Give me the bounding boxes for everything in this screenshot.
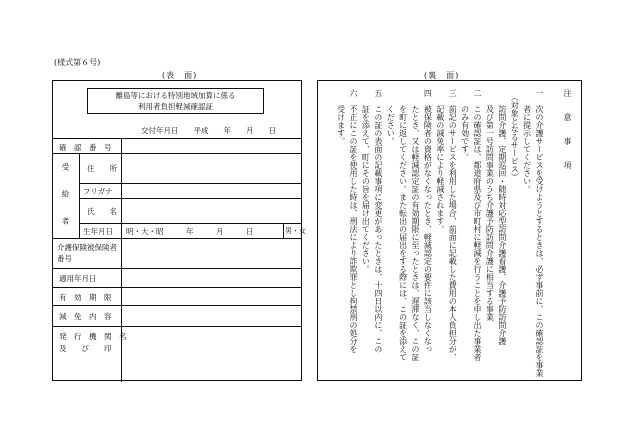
column-divider <box>121 238 122 382</box>
row-divider <box>53 268 301 269</box>
note-column: （対象となるサービス） <box>510 89 520 181</box>
note-column: 者に提示してください。 <box>522 89 532 193</box>
column-divider <box>121 153 122 238</box>
note-column: 五 この証の表面の記載事項に変更があったときは、十四日以内に、この <box>373 89 383 353</box>
birth-date-label: 生年月日 <box>83 227 113 236</box>
application-date-label: 適用年月日 <box>59 274 97 283</box>
front-card <box>52 80 306 381</box>
column-divider <box>121 138 122 153</box>
confirmation-number-label: 確 認 番 号 <box>59 143 112 152</box>
note-column: 六 不正にこの証を使用した時は、刑法により詐欺罪とし拘禁刑の処分を <box>349 89 358 353</box>
row-divider <box>79 183 301 184</box>
issuer-label-line-1: 発 行 機 関 名 <box>59 332 127 341</box>
card-title-line-2: 利用者負担軽減確認証 <box>138 102 213 111</box>
row-divider <box>53 238 301 239</box>
note-column: 記載の減免率により軽減されます。 <box>435 89 445 233</box>
name-label: 氏 名 <box>87 207 117 216</box>
front-side-header: (表 面) <box>162 71 198 80</box>
form-number: (様式第６号) <box>54 58 101 67</box>
row-divider <box>53 326 301 327</box>
sex-field: 男・女 <box>285 227 306 235</box>
valid-period-label: 有 効 期 限 <box>59 293 112 302</box>
column-divider <box>79 153 80 238</box>
note-column: 証を添えて、町にその旨を届け出てください。 <box>361 89 371 273</box>
card-title-box <box>87 88 264 114</box>
note-column: 及び第一号訪問事業のうち介護予防訪問介護に相当する事業 <box>485 89 495 321</box>
notes-heading: 注 意 事 項 <box>563 89 572 173</box>
note-column: のみ有効です。 <box>460 89 470 161</box>
note-column: 三 前記のサービスを利用した場合、前面に記載した費用の本人負担分が、 <box>448 89 458 361</box>
insured-number-label: 介護保険被保険者番号 <box>57 243 117 263</box>
back-side-header: (裏 面) <box>424 71 460 80</box>
recipient-label: 受 給 者 <box>61 163 70 231</box>
row-divider <box>53 153 301 154</box>
issuer-label-line-2: 及 び 印 <box>59 344 112 353</box>
row-divider <box>53 287 301 288</box>
address-label: 住 所 <box>87 164 117 173</box>
column-divider <box>283 223 284 238</box>
note-column: 四 被保険者の資格がなくなったとき、軽減認定の要件に該当しなくなっ <box>423 89 433 353</box>
note-column: たとき、又は軽減認定証の有効期限に至ったときは、遅滞なく、この証 <box>411 89 420 361</box>
row-divider <box>53 305 301 306</box>
note-column: 訪問介護、定期巡回・随時対応型訪問介護看護、介護予防訪問介護 <box>497 89 507 345</box>
note-column: ください。 <box>386 89 396 145</box>
note-column: 一 次の介護サービスを受けようとするときは、必ず事前に、この確認証を事業 <box>535 89 544 377</box>
row-divider <box>79 198 301 199</box>
note-column: 受けます。 <box>336 89 346 145</box>
note-column: を町に返してください。また転出の届出をする際には、この証を添えて <box>398 89 408 361</box>
furigana-label: フリガナ <box>83 187 113 196</box>
note-column: 二 この確認証は、都道府県及び市町村に軽減を行うことを申し出た事業者 <box>473 89 482 361</box>
issue-date-line: 交付年月日 平成 年 月 日 <box>141 126 276 135</box>
reduction-content-label: 減 免 内 容 <box>59 312 112 321</box>
table-top-line <box>53 138 301 139</box>
card-title-line-1: 離島等における特別地域加算に係る <box>115 91 236 100</box>
back-card <box>317 80 582 381</box>
birth-date-value: 明・大・昭 年 月 日 <box>126 227 254 236</box>
row-divider <box>79 223 301 224</box>
